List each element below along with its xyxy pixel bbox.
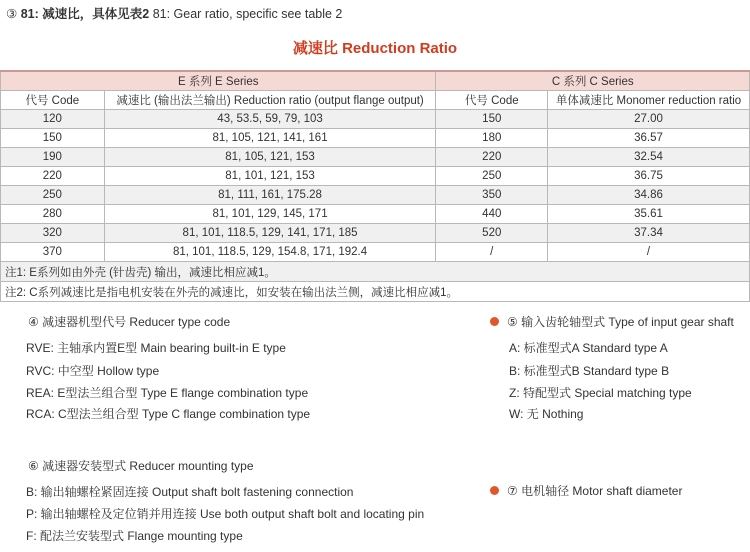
c-ratio-cell: 35.61 <box>548 205 750 224</box>
list-item: Z: 特配型式 Special matching type <box>509 386 692 400</box>
e-code-cell: 190 <box>1 148 105 167</box>
note-row-1 <box>1 262 750 282</box>
e-ratio-cell: 43, 53.5, 59, 79, 103 <box>104 110 436 129</box>
heading-title-cn: 减速比，具体见表2 <box>42 7 150 21</box>
table-row <box>1 205 750 224</box>
c-code-cell: 180 <box>436 129 548 148</box>
e-ratio-cell: 81, 105, 121, 141, 161 <box>104 129 436 148</box>
col-e-ratio: 减速比 (输出法兰输出) Reduction ratio (output flange output) <box>104 91 436 110</box>
list-item: RVC: 中空型 Hollow type <box>26 364 160 378</box>
col-c-code: 代号 Code <box>436 91 548 110</box>
note-1: 注1: E系列如由外壳 (针齿壳) 输出，减速比相应减1。 <box>1 262 750 282</box>
e-ratio-cell: 81, 105, 121, 153 <box>104 148 436 167</box>
e-code-cell: 150 <box>1 129 105 148</box>
e-series-header: E 系列 E Series <box>1 71 436 91</box>
list-item: F: 配法兰安装型式 Flange mounting type <box>26 529 243 543</box>
c-code-cell: 220 <box>436 148 548 167</box>
list-item: B: 输出轴螺栓紧固连接 Output shaft bolt fastening connection <box>26 485 354 499</box>
c-ratio-cell: 32.54 <box>548 148 750 167</box>
heading-title-en: 81: Gear ratio, specific see table 2 <box>152 7 343 21</box>
e-code-cell: 320 <box>1 224 105 243</box>
col-c-ratio: 单体减速比 Monomer reduction ratio <box>548 91 750 110</box>
list-item: B: 标准型式B Standard type B <box>509 364 670 378</box>
table-row <box>1 224 750 243</box>
c-ratio-cell: 36.57 <box>548 129 750 148</box>
c-ratio-cell: / <box>548 243 750 262</box>
table-row <box>1 243 750 262</box>
list-item: W: 无 Nothing <box>509 407 584 421</box>
table-row <box>1 186 750 205</box>
heading-code: 81: <box>20 7 39 21</box>
list-item: REA: E型法兰组合型 Type E flange combination type <box>26 386 309 400</box>
e-ratio-cell: 81, 101, 118.5, 129, 141, 171, 185 <box>104 224 436 243</box>
section-reducer-mounting-type: ⑥ 减速器安装型式 Reducer mounting type <box>28 459 254 473</box>
c-ratio-cell: 34.86 <box>548 186 750 205</box>
note-row-2 <box>1 282 750 302</box>
note-2: 注2: C系列减速比是指电机安装在外壳的减速比，如安装在输出法兰侧，减速比相应减1。 <box>1 282 750 302</box>
list-item: A: 标准型式A Standard type A <box>509 341 668 355</box>
section-motor-shaft-diameter <box>490 482 682 499</box>
e-code-cell: 370 <box>1 243 105 262</box>
gear-ratio-heading <box>6 4 342 22</box>
e-ratio-cell: 81, 111, 161, 175.28 <box>104 186 436 205</box>
c-code-cell: 440 <box>436 205 548 224</box>
e-code-cell: 220 <box>1 167 105 186</box>
e-ratio-cell: 81, 101, 118.5, 129, 154.8, 171, 192.4 <box>104 243 436 262</box>
e-ratio-cell: 81, 101, 121, 153 <box>104 167 436 186</box>
list-item: RVE: 主轴承内置E型 Main bearing built-in E type <box>26 341 286 355</box>
section-label: ⑦ 电机轴径 Motor shaft diameter <box>507 484 683 498</box>
c-code-cell: 350 <box>436 186 548 205</box>
table-row <box>1 167 750 186</box>
reduction-ratio-table <box>0 70 750 302</box>
c-code-cell: 250 <box>436 167 548 186</box>
table-row <box>1 148 750 167</box>
list-item: P: 输出轴螺栓及定位销并用连接 Use both output shaft bolt and locating pin <box>26 507 425 521</box>
e-code-cell: 280 <box>1 205 105 224</box>
c-series-header: C 系列 C Series <box>436 71 750 91</box>
c-ratio-cell: 36.75 <box>548 167 750 186</box>
e-code-cell: 250 <box>1 186 105 205</box>
section-input-gear-shaft <box>490 313 734 330</box>
table-row <box>1 129 750 148</box>
bullet-dot-icon <box>490 486 499 495</box>
c-ratio-cell: 27.00 <box>548 110 750 129</box>
table-title: 减速比 Reduction Ratio <box>292 40 458 57</box>
e-ratio-cell: 81, 101, 129, 145, 171 <box>104 205 436 224</box>
circled-number: ③ <box>6 7 18 21</box>
c-code-cell: 520 <box>436 224 548 243</box>
c-code-cell: / <box>436 243 548 262</box>
col-e-code: 代号 Code <box>1 91 105 110</box>
table-row <box>1 110 750 129</box>
c-ratio-cell: 37.34 <box>548 224 750 243</box>
bullet-dot-icon <box>490 317 499 326</box>
e-code-cell: 120 <box>1 110 105 129</box>
list-item: RCA: C型法兰组合型 Type C flange combination type <box>26 407 311 421</box>
section-label: ⑤ 输入齿轮轴型式 Type of input gear shaft <box>507 315 734 329</box>
section-reducer-type-code: ④ 减速器机型代号 Reducer type code <box>28 315 231 329</box>
c-code-cell: 150 <box>436 110 548 129</box>
